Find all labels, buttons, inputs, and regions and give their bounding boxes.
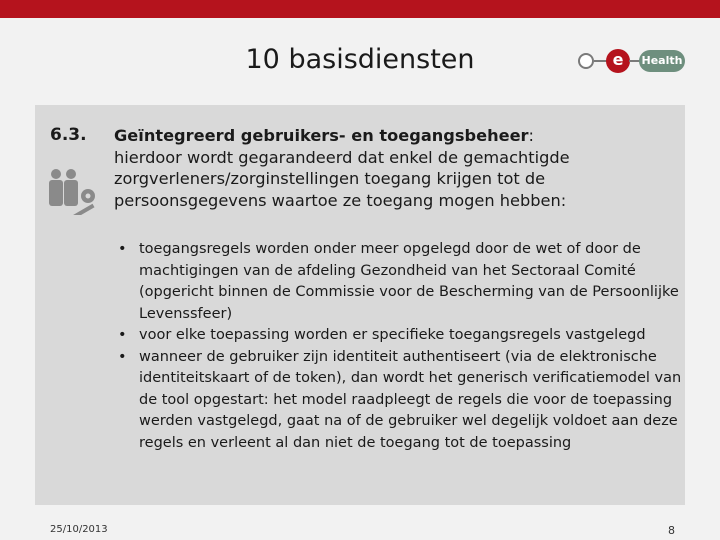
section-heading — [114, 125, 674, 211]
section-number: 6.3. — [50, 125, 87, 145]
logo-health-pill: Health — [639, 50, 685, 72]
slide-title: 10 basisdiensten — [245, 44, 475, 75]
page-number: 8 — [668, 524, 675, 537]
logo-e-badge: e — [606, 49, 630, 73]
heading-colon: : — [528, 126, 535, 145]
bullet-item — [114, 325, 686, 347]
bullet-dot: • — [118, 327, 127, 343]
bullet-dot: • — [118, 348, 127, 365]
heading-title: Geïntegreerd gebruikers- en toegangsbeheer — [114, 126, 529, 145]
ehealth-logo — [578, 46, 688, 76]
bullet-text: wanneer de gebruiker zijn identiteit authentiseert (via de elektronische identiteitskaart of de token), dan wordt het generisch verificatiemodel van de tool opgestart: het model raadpleegt de regels die voor de toepassing werden vastgelegd, gaat na of de gebruiker wel degelijk voldoet aan deze regels en verleent al dan niet de toegang tot de toepassing — [139, 348, 682, 451]
slide-date: 25/10/2013 — [50, 524, 108, 535]
bullet-list — [114, 239, 686, 454]
top-red-bar — [0, 0, 720, 18]
bullet-text: voor elke toepassing worden er specifieke toegangsregels vastgelegd — [139, 327, 646, 343]
bullet-item — [114, 347, 686, 455]
heading-description: hierdoor wordt gegarandeerd dat enkel de gemachtigde zorgverleners/zorginstellingen toegang krijgen tot de persoonsgegevens waartoe ze toegang mogen hebben: — [114, 147, 570, 210]
bullet-dot: • — [118, 241, 127, 257]
logo-ring-icon — [578, 53, 594, 69]
users-key-icon — [46, 167, 98, 215]
bullet-text: toegangsregels worden onder meer opgelegd door de wet of door de machtigingen van de afdeling Gezondheid van het Sectoraal Comité (opgericht binnen de Commissie voor de Bescherming van de Persoonlijke Levenssfeer) — [139, 241, 679, 322]
bullet-item — [114, 239, 686, 325]
